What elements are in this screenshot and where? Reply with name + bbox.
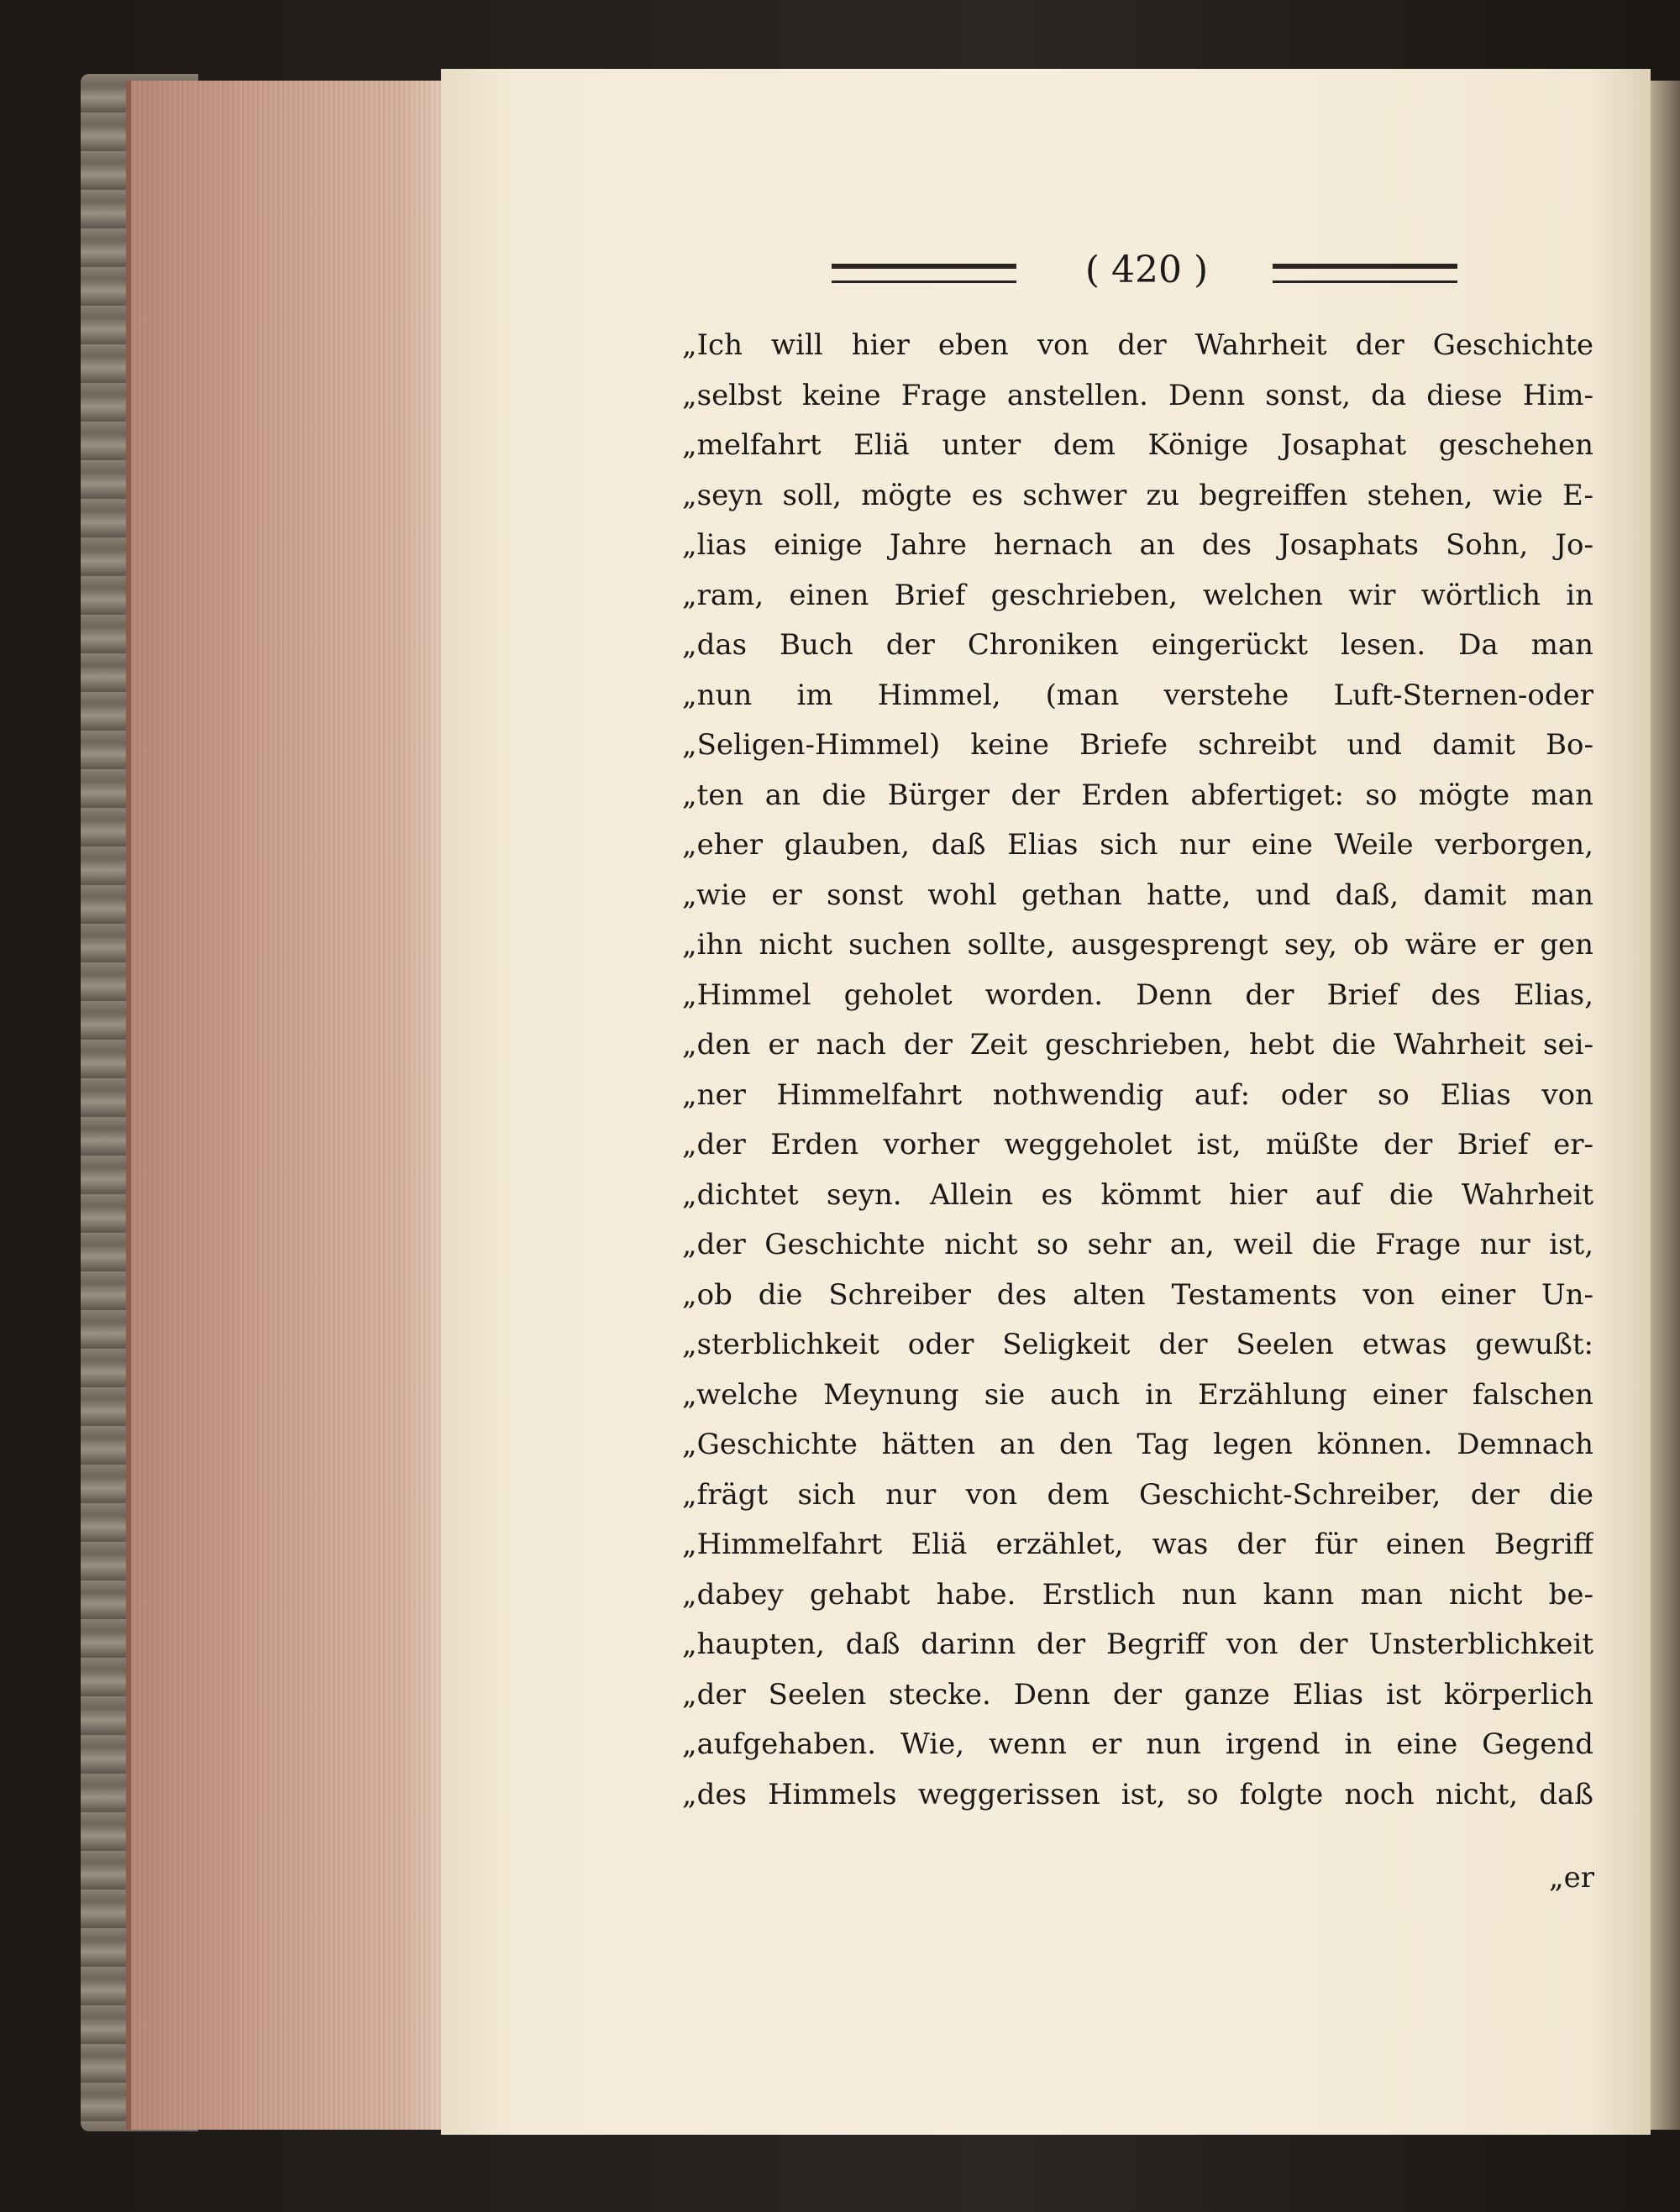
text-line: „Geschichte hätten an den Tag legen können. Demnach [682, 1428, 1593, 1461]
text-line: „sterblichkeit oder Seligkeit der Seelen etwas gewußt: [682, 1328, 1593, 1361]
header-rule-right [1273, 264, 1457, 283]
page-edges [126, 81, 446, 2130]
text-line: „eher glauben, daß Elias sich nur eine Weile verborgen, [682, 828, 1593, 862]
page-header [832, 249, 1462, 299]
text-line: „aufgehaben. Wie, wenn er nun irgend in eine Gegend [682, 1727, 1593, 1761]
header-rule-left [832, 264, 1016, 283]
text-line: „nun im Himmel, (man verstehe Luft-Sternen-oder [682, 678, 1593, 712]
catchword: „er [1549, 1861, 1594, 1895]
text-line: „ten an die Bürger der Erden abfertiget: so mögte man [682, 778, 1593, 812]
text-line: „der Erden vorher weggeholet ist, müßte der Brief er- [682, 1128, 1593, 1161]
text-line: „lias einige Jahre hernach an des Josaphats Sohn, Jo- [682, 528, 1593, 562]
text-line: „der Geschichte nicht so sehr an, weil die Frage nur ist, [682, 1228, 1593, 1261]
text-line: „haupten, daß darinn der Begriff von der Unsterblichkeit [682, 1628, 1593, 1661]
text-line: „wie er sonst wohl gethan hatte, und daß, damit man [682, 878, 1593, 912]
page-number: ( 420 ) [1084, 249, 1209, 291]
text-line: „ihn nicht suchen sollte, ausgesprengt sey, ob wäre er gen [682, 928, 1593, 962]
text-line: „das Buch der Chroniken eingerückt lesen. Da man [682, 628, 1593, 662]
text-line: „frägt sich nur von dem Geschicht-Schreiber, der die [682, 1477, 1593, 1512]
body-text [682, 321, 1593, 1820]
text-line: „der Seelen stecke. Denn der ganze Elias ist körperlich [682, 1677, 1593, 1711]
text-line: „den er nach der Zeit geschrieben, hebt die Wahrheit sei- [682, 1028, 1593, 1061]
text-line: „Himmel geholet worden. Denn der Brief des Elias, [682, 978, 1593, 1012]
text-line: „dabey gehabt habe. Erstlich nun kann man nicht be- [682, 1577, 1593, 1612]
text-line: „dichtet seyn. Allein es kömmt hier auf die Wahrheit [682, 1177, 1593, 1212]
text-line: „Seligen-Himmel) keine Briefe schreibt und damit Bo- [682, 728, 1593, 762]
text-line: „Ich will hier eben von der Wahrheit der Geschichte [682, 328, 1593, 362]
text-line: „Himmelfahrt Eliä erzählet, was der für einen Begriff [682, 1528, 1593, 1561]
facing-page-edge [1651, 81, 1680, 2130]
text-line: „welche Meynung sie auch in Erzählung einer falschen [682, 1377, 1593, 1412]
text-line: „ram, einen Brief geschrieben, welchen wir wörtlich in [682, 578, 1593, 612]
text-line: „ner Himmelfahrt nothwendig auf: oder so Elias von [682, 1077, 1593, 1112]
text-line: „des Himmels weggerissen ist, so folgte noch nicht, daß [682, 1777, 1593, 1811]
text-line: „melfahrt Eliä unter dem Könige Josaphat geschehen [682, 428, 1593, 462]
text-line: „seyn soll, mögte es schwer zu begreiffen stehen, wie E- [682, 478, 1593, 512]
text-line: „selbst keine Frage anstellen. Denn sonst, da diese Him- [682, 378, 1593, 412]
text-line: „ob die Schreiber des alten Testaments von einer Un- [682, 1277, 1593, 1312]
